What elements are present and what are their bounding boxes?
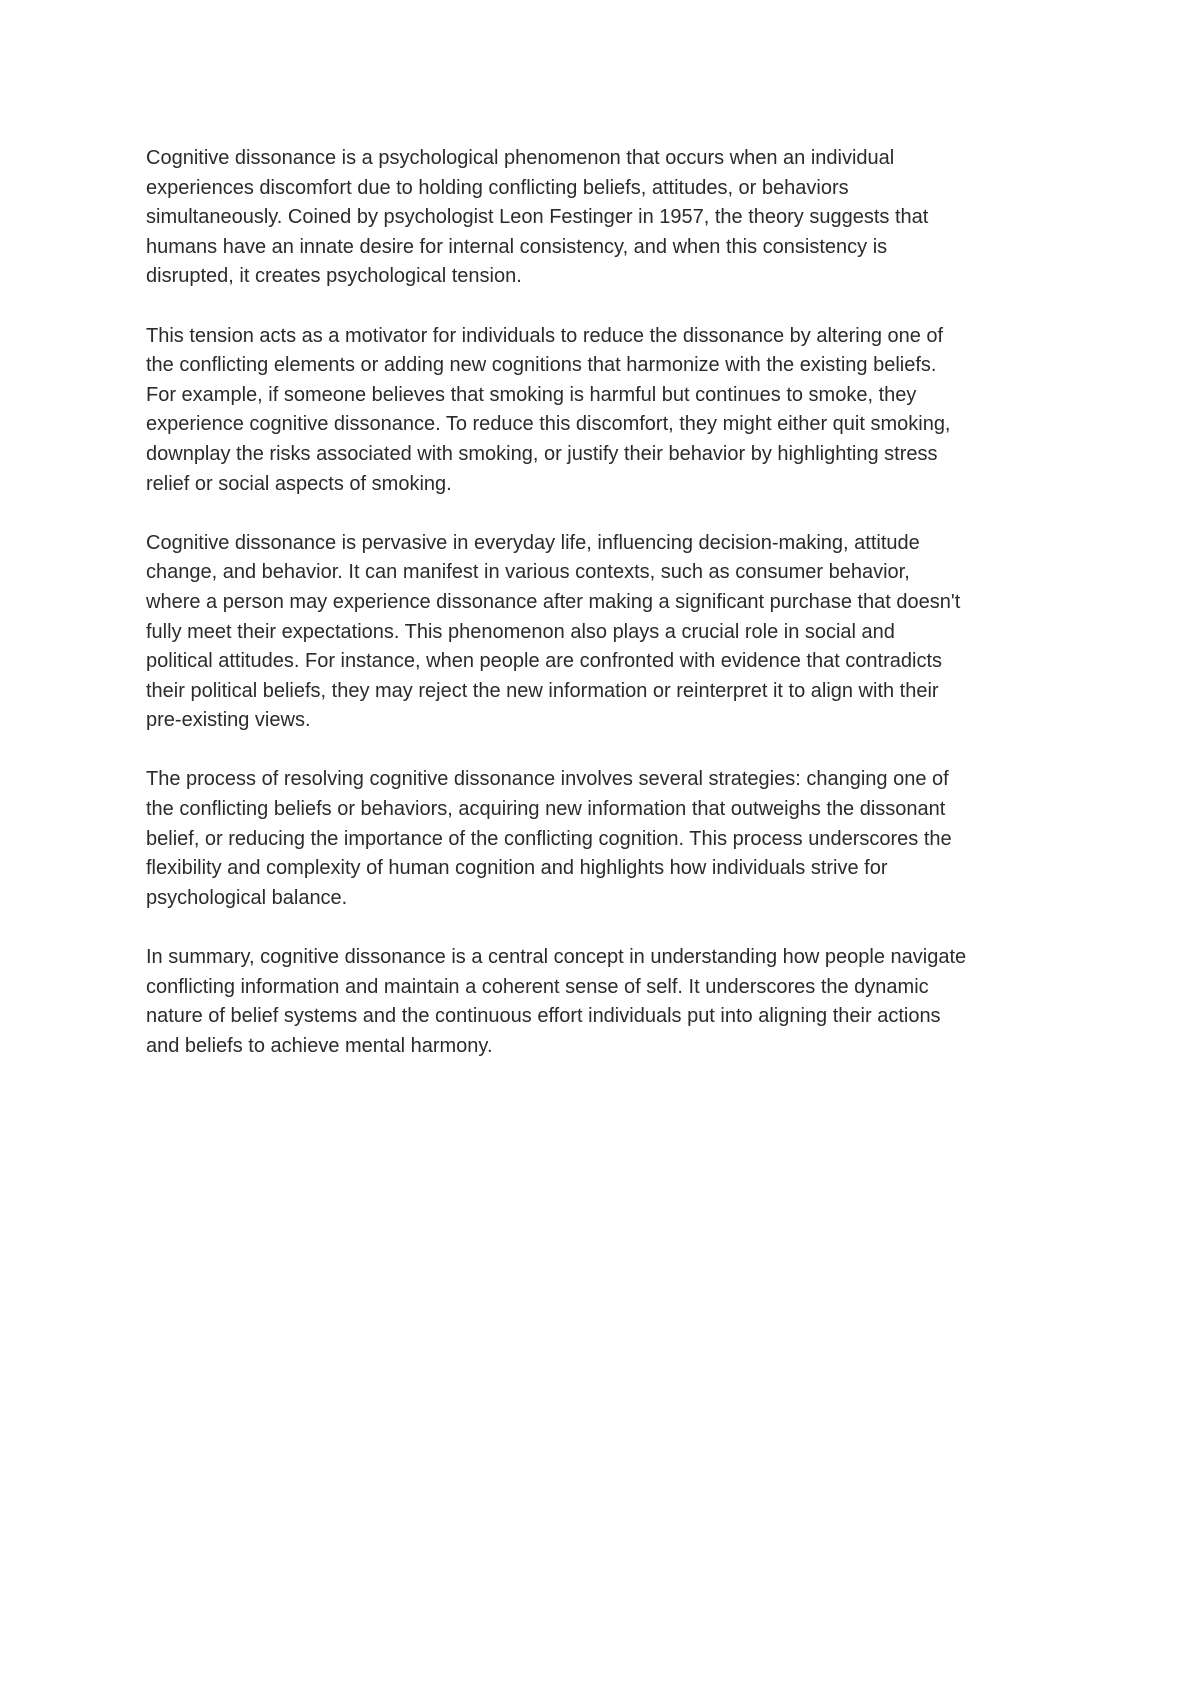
text-line: disrupted, it creates psychological tension. <box>146 265 522 288</box>
text-line: political attitudes. For instance, when people are confronted with evidence that contradicts <box>146 650 943 673</box>
text-line: This tension acts as a motivator for individuals to reduce the dissonance by altering one of <box>146 324 944 347</box>
text-line: psychological balance. <box>146 886 348 909</box>
text-line: the conflicting beliefs or behaviors, acquiring new information that outweighs the dissonant <box>146 798 946 821</box>
text-line: experience cognitive dissonance. To reduce this discomfort, they might either quit smoking, <box>146 413 951 436</box>
paragraph-3 <box>146 529 1066 736</box>
text-line: the conflicting elements or adding new cognitions that harmonize with the existing beliefs. <box>146 354 937 377</box>
text-line: simultaneously. Coined by psychologist Leon Festinger in 1957, the theory suggests that <box>146 206 929 229</box>
text-line: where a person may experience dissonance after making a significant purchase that doesn't <box>146 590 961 613</box>
text-line: humans have an innate desire for internal consistency, and when this consistency is <box>146 235 888 258</box>
text-line: relief or social aspects of smoking. <box>146 472 452 495</box>
text-line: their political beliefs, they may reject the new information or reinterpret it to align with their <box>146 679 939 702</box>
paragraph-1 <box>146 144 1066 292</box>
text-line: For example, if someone believes that smoking is harmful but continues to smoke, they <box>146 383 917 406</box>
text-line: flexibility and complexity of human cognition and highlights how individuals strive for <box>146 857 888 880</box>
text-line: conflicting information and maintain a coherent sense of self. It underscores the dynamic <box>146 975 929 998</box>
text-line: In summary, cognitive dissonance is a central concept in understanding how people navigate <box>146 946 967 969</box>
text-line: pre-existing views. <box>146 709 311 732</box>
paragraph-4 <box>146 765 1066 913</box>
paragraph-5 <box>146 943 1066 1061</box>
text-line: downplay the risks associated with smoking, or justify their behavior by highlighting stress <box>146 442 938 465</box>
text-line: fully meet their expectations. This phenomenon also plays a crucial role in social and <box>146 620 895 643</box>
text-line: and beliefs to achieve mental harmony. <box>146 1034 493 1057</box>
document-body <box>146 144 1066 1091</box>
text-line: The process of resolving cognitive dissonance involves several strategies: changing one of <box>146 768 949 791</box>
paragraph-2 <box>146 322 1066 500</box>
text-line: belief, or reducing the importance of the conflicting cognition. This process underscores the <box>146 827 952 850</box>
text-line: Cognitive dissonance is a psychological phenomenon that occurs when an individual <box>146 147 895 169</box>
text-line: nature of belief systems and the continuous effort individuals put into aligning their actions <box>146 1005 941 1028</box>
text-line: experiences discomfort due to holding conflicting beliefs, attitudes, or behaviors <box>146 176 849 199</box>
text-line: change, and behavior. It can manifest in various contexts, such as consumer behavior, <box>146 561 910 584</box>
text-line: Cognitive dissonance is pervasive in everyday life, influencing decision-making, attitude <box>146 531 920 554</box>
